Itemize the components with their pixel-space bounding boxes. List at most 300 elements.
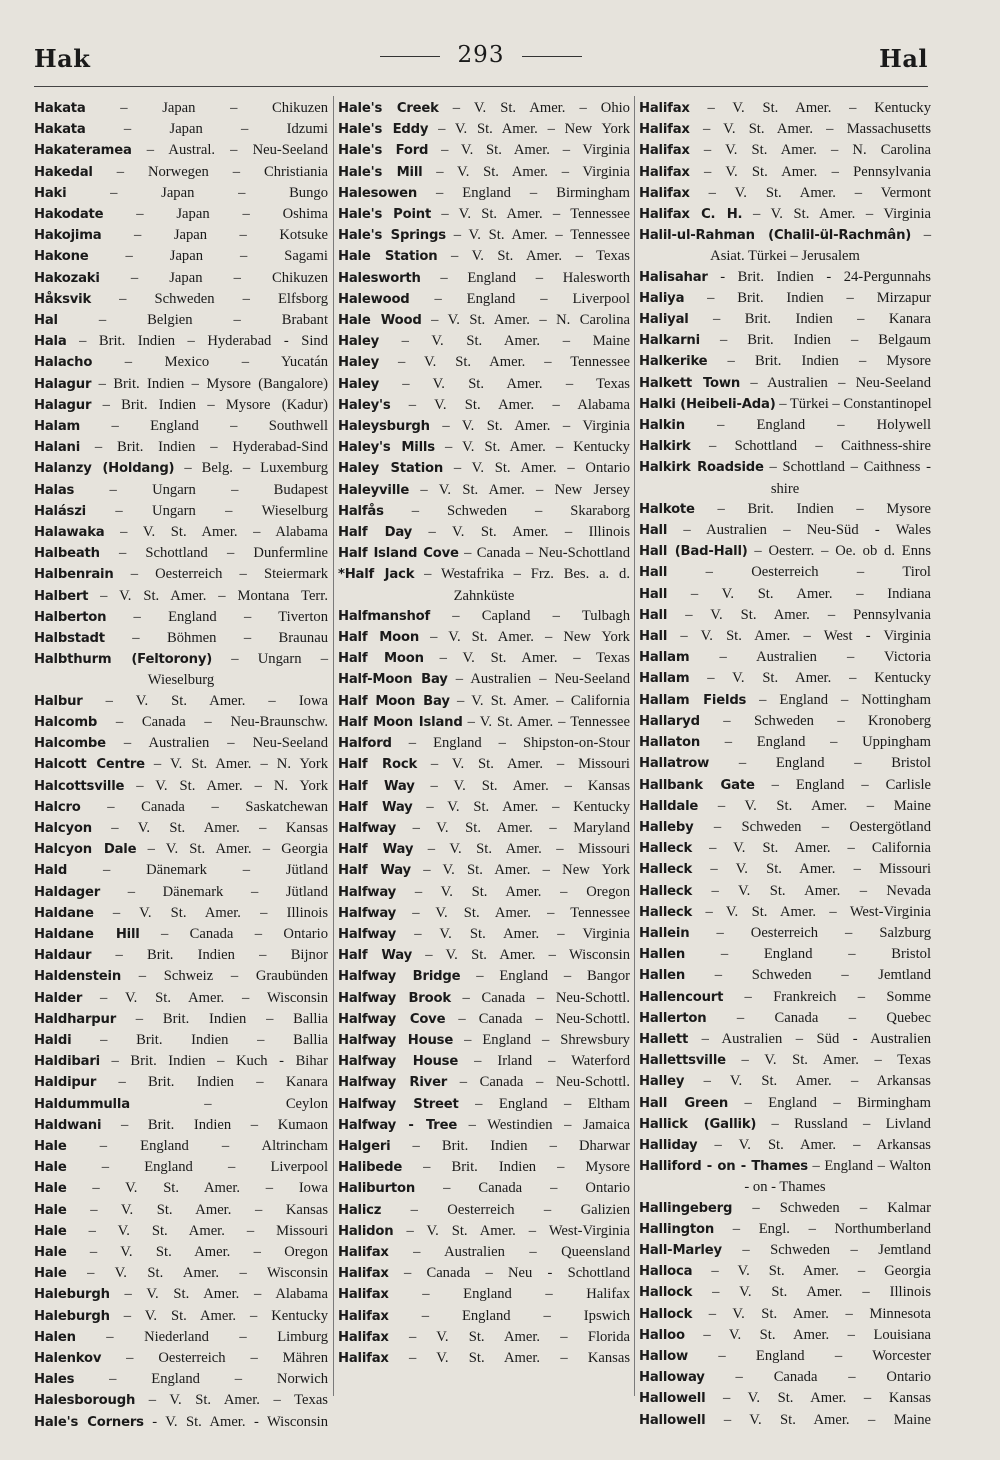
entry-location: – Canada – Ontario xyxy=(415,1180,630,1197)
entry-location: – Brit. Indien – Mysore xyxy=(694,500,931,517)
gazetteer-entry xyxy=(34,988,328,1009)
gazetteer-entry xyxy=(34,374,328,395)
entry-headword: Haki xyxy=(34,185,67,201)
gazetteer-entry xyxy=(34,437,328,458)
entry-location: – V. St. Amer. – Iowa xyxy=(82,692,328,709)
entry-headword: Halifax xyxy=(639,143,690,159)
entry-location: – V. St. Amer. – Arkansas xyxy=(684,1073,931,1090)
entry-headword: Hale's Creek xyxy=(338,101,439,116)
entry-headword: Halbthurm (Feltorony) xyxy=(34,652,213,668)
entry-location: – Ungarn – Wieselburg xyxy=(86,502,328,519)
entry-location: – V. St. Amer. – Kentucky xyxy=(109,1307,328,1324)
entry-location: – V. St. Amer. – N. York xyxy=(124,777,328,794)
entry-headword: Halesowen xyxy=(338,185,418,201)
entry-headword: Halifax xyxy=(338,1329,389,1345)
entry-location: – England – Carlisle xyxy=(754,776,932,793)
gazetteer-entry xyxy=(338,882,630,903)
gazetteer-entry xyxy=(338,606,630,627)
entry-location: – V. St. Amer. – Kansas xyxy=(705,1390,931,1407)
entry-headword: Hallam Fields xyxy=(639,692,747,708)
gazetteer-entry xyxy=(338,754,630,775)
gazetteer-entry xyxy=(34,691,328,712)
gazetteer-entry xyxy=(338,310,630,331)
entry-headword: Half Rock xyxy=(338,757,418,773)
column-2 xyxy=(338,98,630,1398)
gazetteer-entry xyxy=(338,1200,630,1221)
gazetteer-entry xyxy=(34,1306,328,1327)
gazetteer-entry xyxy=(639,711,931,732)
gazetteer-entry xyxy=(639,817,931,838)
entry-location: – Australien – Queensland xyxy=(388,1243,630,1260)
gazetteer-entry xyxy=(34,140,328,161)
entry-headword: Hakedal xyxy=(34,164,93,180)
entry-headword: Halcyon Dale xyxy=(34,842,137,858)
entry-location: – Niederland – Limburg xyxy=(75,1328,328,1345)
gazetteer-entry xyxy=(639,987,931,1008)
entry-headword: Halcottsville xyxy=(34,778,125,794)
gazetteer-entry xyxy=(639,267,931,288)
entry-headword: Hale's Eddy xyxy=(338,122,429,138)
entry-location: – V. St. Amer. – Pennsylvania xyxy=(689,163,931,180)
entry-location: – England – Halifax xyxy=(388,1286,630,1303)
gazetteer-entry xyxy=(338,1306,630,1327)
entry-location: – V. St. Amer. – Alabama xyxy=(109,1286,328,1303)
entry-headword: Hakone xyxy=(34,249,89,265)
entry-headword: Halkin xyxy=(639,418,685,434)
gazetteer-entry xyxy=(338,162,630,183)
entry-headword: Hallatrow xyxy=(639,756,710,772)
gazetteer-entry xyxy=(639,330,931,351)
entry-location: – Brit. Indien – Kumaon xyxy=(101,1116,328,1133)
entry-location: – Canada – Quebec xyxy=(706,1009,931,1026)
gazetteer-entry xyxy=(338,860,630,881)
gazetteer-entry xyxy=(338,225,630,246)
header-rule xyxy=(34,86,928,87)
gazetteer-entry xyxy=(34,1094,328,1115)
gazetteer-entry xyxy=(338,1178,630,1199)
gazetteer-entry xyxy=(639,923,931,944)
entry-location: – England – Southwell xyxy=(80,418,328,435)
entry-location: – Oesterr. – Oe. ob d. Enns xyxy=(747,543,931,560)
gazetteer-entry xyxy=(338,945,630,966)
entry-location: – Japan – Chikuzen xyxy=(85,100,328,116)
entry-location: – England – Halesworth xyxy=(420,269,630,286)
gazetteer-entry xyxy=(639,838,931,859)
page-header xyxy=(34,40,928,80)
entry-location: – V. St. Amer. – New York xyxy=(410,862,630,879)
entry-location: – V. St. Amer. – Georgia xyxy=(692,1263,931,1280)
entry-location: – Australien – Süd - Australien xyxy=(688,1030,931,1047)
entry-headword: Hale's Ford xyxy=(338,143,429,159)
entry-location: – Australien – Victoria xyxy=(689,649,931,666)
entry-location: – Norwegen – Christiania xyxy=(92,163,328,180)
gazetteer-entry xyxy=(34,1412,328,1433)
entry-location: – Japan – Oshima xyxy=(103,206,328,223)
gazetteer-entry xyxy=(639,457,931,498)
gazetteer-entry xyxy=(338,648,630,669)
entry-location: – Belgien – Brabant xyxy=(57,312,328,329)
entry-headword: Halagur xyxy=(34,397,92,413)
gazetteer-entry xyxy=(34,522,328,543)
entry-headword: Hall-Marley xyxy=(639,1242,722,1258)
entry-location: – V. St. Amer. – Virginia xyxy=(428,142,631,159)
entry-headword: Half Way xyxy=(338,948,412,964)
gazetteer-entry xyxy=(34,1263,328,1284)
entry-headword: Halliday xyxy=(639,1137,698,1153)
entry-location: – V. St. Amer. – California xyxy=(692,840,931,857)
entry-headword: Halagur xyxy=(34,376,92,392)
entry-location: – V. St. Amer. – Maine xyxy=(379,333,630,350)
entry-location: – V. St. Amer. – Alabama xyxy=(390,396,630,413)
page-number-line xyxy=(34,42,928,68)
gazetteer-entry xyxy=(639,881,931,902)
entry-headword: Halgeri xyxy=(338,1138,391,1154)
entry-headword: Hallowell xyxy=(639,1391,706,1407)
entry-headword: Hale xyxy=(34,1160,67,1176)
entry-headword: Hal xyxy=(34,313,58,329)
gazetteer-entry xyxy=(34,1030,328,1051)
entry-headword: Halesworth xyxy=(338,270,421,286)
entry-location: – V. St. Amer. – N. Carolina xyxy=(689,142,931,159)
gazetteer-entry xyxy=(338,289,630,310)
entry-headword: Hale xyxy=(34,1244,67,1260)
entry-location: – V. St. Amer. – Virginia xyxy=(742,206,932,223)
entry-headword: Haliburton xyxy=(338,1181,416,1197)
entry-headword: Hale Station xyxy=(338,249,438,265)
entry-headword: Halbur xyxy=(34,693,83,709)
entry-location: – Oesterreich – Mähren xyxy=(101,1349,328,1366)
entry-headword: Halbstadt xyxy=(34,631,105,647)
entry-location: – V. St. Amer. – Tennessee xyxy=(379,354,630,371)
gazetteer-entry xyxy=(338,140,630,161)
gazetteer-entry xyxy=(34,395,328,416)
entry-headword: Halam xyxy=(34,419,81,435)
entry-location: – V. St. Amer. – Kansas xyxy=(66,1201,328,1218)
entry-location: – Japan – Kotsuke xyxy=(101,227,328,244)
entry-location: – V. St. Amer. – Tennessee xyxy=(396,904,630,921)
entry-headword: Halidon xyxy=(338,1223,394,1239)
entry-headword: Haliya xyxy=(639,290,685,306)
entry-headword: Halfway - Tree xyxy=(338,1117,458,1133)
gazetteer-entry xyxy=(34,797,328,818)
gazetteer-entry xyxy=(34,628,328,649)
entry-location: – Brit. Indien – Kuch - Bihar xyxy=(99,1053,328,1070)
entry-location: – V. St. Amer. – Louisiana xyxy=(684,1326,931,1343)
entry-headword: Haldaur xyxy=(34,948,92,964)
gazetteer-entry xyxy=(338,1094,630,1115)
gazetteer-entry xyxy=(338,1327,630,1348)
entry-location: – V. St. Amer. – Ohio xyxy=(438,100,630,116)
entry-location: – V. St. Amer. – Tennessee xyxy=(445,227,630,244)
entry-location: – V. St. Amer. – Oregon xyxy=(66,1243,328,1260)
entry-headword: Hakata xyxy=(34,101,86,116)
entry-location: – V. St. Amer. – West-Virginia xyxy=(692,903,931,920)
entry-location: – England – Bangor xyxy=(460,968,630,985)
gazetteer-entry xyxy=(639,965,931,986)
entry-location: – V. St. Amer. – Maine xyxy=(698,797,931,814)
gazetteer-entry xyxy=(34,416,328,437)
entry-location: – V. St. Amer. – West-Virginia xyxy=(393,1222,630,1239)
gazetteer-entry xyxy=(639,732,931,753)
entry-location: – Russland – Livland xyxy=(756,1115,931,1132)
entry-location: – Schweden – Kalmar xyxy=(732,1199,931,1216)
entry-headword: Halleck xyxy=(639,862,693,878)
entry-location: – V. St. Amer. – N. Carolina xyxy=(421,312,630,329)
gazetteer-entry xyxy=(639,944,931,965)
entry-location: – Böhmen – Braunau xyxy=(104,630,328,647)
gazetteer-entry xyxy=(338,1221,630,1242)
gazetteer-entry xyxy=(34,183,328,204)
entry-location: – Brit. Indien – Mirzapur xyxy=(684,289,931,306)
gazetteer-entry xyxy=(639,351,931,372)
entry-headword: Halliford - on - Thames xyxy=(639,1159,808,1175)
gazetteer-entry xyxy=(639,1367,931,1388)
entry-headword: Haliyal xyxy=(639,312,689,328)
entry-location: – England – Worcester xyxy=(688,1347,931,1364)
entry-headword: Halfway xyxy=(338,926,397,942)
entry-location: – V. St. Amer. – Kansas xyxy=(91,819,328,836)
entry-location: – Schweden – Skaraborg xyxy=(383,502,630,519)
entry-headword: Haldummulla xyxy=(34,1096,130,1112)
gazetteer-entry xyxy=(338,98,630,119)
entry-location: – V. St. Amer. – Arkansas xyxy=(697,1136,931,1153)
column-3 xyxy=(639,98,932,1428)
entry-location: – Brit. Indien – Kanara xyxy=(688,311,931,328)
entry-headword: Haley's Mills xyxy=(338,440,435,456)
gazetteer-entry xyxy=(338,733,630,754)
entry-headword: Halder xyxy=(34,990,83,1006)
gazetteer-entry xyxy=(34,119,328,140)
gazetteer-entry xyxy=(338,458,630,479)
entry-headword: Halacho xyxy=(34,355,93,371)
entry-location: – Oesterreich – Salzburg xyxy=(689,924,931,941)
entry-location: – V. St. Amer. – Maryland xyxy=(396,819,630,836)
entry-location: – V. St. Amer. – Iowa xyxy=(66,1180,328,1197)
entry-location: – V. St. Amer. – California xyxy=(449,692,630,709)
gazetteer-entry xyxy=(639,436,931,457)
entry-headword: Hallaryd xyxy=(639,713,700,729)
gazetteer-entry xyxy=(34,1009,328,1030)
entry-location: – England – Holywell xyxy=(684,417,931,434)
entry-headword: *Half Jack xyxy=(338,567,415,583)
entry-headword: Hall xyxy=(639,629,668,645)
entry-location: – V. St. Amer. – Virginia xyxy=(429,418,630,435)
entry-location: – Schweden – Jemtland xyxy=(685,967,931,984)
gazetteer-entry xyxy=(34,754,328,775)
header-left-keyword: Hak xyxy=(34,44,91,73)
gazetteer-entry xyxy=(338,691,630,712)
gazetteer-entry xyxy=(34,945,328,966)
gazetteer-entry xyxy=(639,1135,931,1156)
entry-location: – Canada – Neu-Schottl. xyxy=(445,1010,630,1027)
entry-headword: Hallock xyxy=(639,1306,693,1322)
entry-headword: Halifax xyxy=(338,1308,389,1324)
entry-location: – Engl. – Northumberland xyxy=(714,1220,931,1237)
gazetteer-entry xyxy=(338,1263,630,1284)
entry-headword: Halcombe xyxy=(34,736,106,752)
gazetteer-entry xyxy=(34,1242,328,1263)
gazetteer-entry xyxy=(34,501,328,522)
entry-headword: Halifax C. H. xyxy=(639,207,743,223)
gazetteer-entry xyxy=(34,1284,328,1305)
entry-location: – Frankreich – Somme xyxy=(723,988,931,1005)
gazetteer-entry xyxy=(338,352,630,373)
entry-headword: Half-Moon Bay xyxy=(338,672,448,688)
entry-location: – Brit. Indien – Mysore xyxy=(402,1159,630,1176)
gazetteer-entry xyxy=(34,776,328,797)
gazetteer-entry xyxy=(338,395,630,416)
entry-location: – Japan – Chikuzen xyxy=(99,269,328,286)
entry-headword: Halicz xyxy=(338,1202,382,1218)
gazetteer-entry xyxy=(639,415,931,436)
entry-headword: Halkarni xyxy=(639,333,700,349)
gazetteer-entry xyxy=(639,562,931,583)
entry-headword: Halcott Centre xyxy=(34,757,145,773)
gazetteer-entry xyxy=(639,753,931,774)
entry-headword: Halki (Heibeli-Ada) xyxy=(639,396,776,412)
entry-headword: Half Moon xyxy=(338,651,424,667)
entry-location: - Brit. Indien - 24-Pergunnahs xyxy=(707,268,931,285)
entry-headword: Hall xyxy=(639,607,668,623)
gazetteer-entry xyxy=(34,1051,328,1072)
gazetteer-entry xyxy=(34,564,328,585)
gazetteer-entry xyxy=(338,1348,630,1369)
entry-location: – Brit. Indien – Hyderabad - Sind xyxy=(66,333,328,350)
entry-location: – England – Bristol xyxy=(685,946,931,963)
entry-location: – Japan – Sagami xyxy=(88,248,328,265)
entry-location: – V. St. Amer. – Nevada xyxy=(692,882,931,899)
entry-headword: Hallick (Gallik) xyxy=(639,1116,757,1132)
entry-location: – Australien – Neu-Seeland xyxy=(447,671,630,688)
column-divider xyxy=(634,96,635,1396)
gazetteer-entry xyxy=(639,1410,931,1431)
entry-headword: Hall Green xyxy=(639,1095,729,1111)
entry-location: – Oesterreich – Galizien xyxy=(381,1201,630,1218)
gazetteer-entry xyxy=(639,1093,931,1114)
entry-headword: Halloo xyxy=(639,1327,685,1343)
gazetteer-entry xyxy=(338,669,630,690)
entry-headword: Hallam xyxy=(639,650,690,666)
gazetteer-entry xyxy=(338,268,630,289)
entry-headword: Hakateramea xyxy=(34,143,132,159)
entry-location: – Canada – Neu-Braunschw. xyxy=(97,713,328,730)
entry-headword: Haley's xyxy=(338,397,391,413)
entry-headword: Halifax xyxy=(639,185,690,201)
entry-headword: Haleyville xyxy=(338,482,410,498)
entry-headword: Halfway Bridge xyxy=(338,969,461,985)
entry-location: – V. St. Amer. – Texas xyxy=(135,1392,328,1409)
entry-headword: Halbenrain xyxy=(34,567,114,583)
entry-headword: Hallen xyxy=(639,947,686,963)
header-right-keyword: Hal xyxy=(879,44,928,73)
gazetteer-entry xyxy=(34,1178,328,1199)
entry-headword: Halleck xyxy=(639,904,693,920)
entry-location: – V. St. Amer. – New York xyxy=(428,121,630,138)
entry-location: – Asiat. Türkei – Jerusalem xyxy=(710,227,931,265)
entry-location: – V. St. Amer. – Florida xyxy=(388,1328,630,1345)
gazetteer-entry xyxy=(338,374,630,395)
gazetteer-entry xyxy=(338,522,630,543)
entry-location: – Brit. Indien – Dharwar xyxy=(390,1137,630,1154)
gazetteer-entry xyxy=(639,288,931,309)
entry-headword: Halfway xyxy=(338,820,397,836)
entry-headword: Halifax xyxy=(338,1287,389,1303)
gazetteer-entry xyxy=(639,626,931,647)
entry-headword: Halbeath xyxy=(34,546,100,562)
entry-headword: Halfmanshof xyxy=(338,608,431,624)
entry-headword: Half Moon xyxy=(338,630,420,646)
gazetteer-entry xyxy=(34,586,328,607)
entry-location: – England – Ipswich xyxy=(388,1307,630,1324)
entry-headword: Halil-ul-Rahman (Chalil-ül-Rachmân) xyxy=(639,228,912,244)
entry-location: – Canada – Ontario xyxy=(704,1369,931,1386)
gazetteer-entry xyxy=(639,394,931,415)
entry-headword: Halen xyxy=(34,1329,76,1345)
entry-headword: Hale xyxy=(34,1138,67,1154)
entry-headword: Halfway River xyxy=(338,1075,448,1091)
gazetteer-entry xyxy=(639,225,931,266)
entry-headword: Half Moon Bay xyxy=(338,693,450,709)
entry-location: – Schottland – Caithness - shire xyxy=(763,459,931,497)
gazetteer-entry xyxy=(338,543,630,564)
entry-headword: Halcro xyxy=(34,799,81,815)
gazetteer-entry xyxy=(639,1304,931,1325)
gazetteer-entry xyxy=(338,416,630,437)
gazetteer-entry xyxy=(639,309,931,330)
entry-headword: Hallbank Gate xyxy=(639,777,755,793)
entry-headword: Hall xyxy=(639,586,668,602)
gazetteer-entry xyxy=(338,1009,630,1030)
gazetteer-entry xyxy=(639,1261,931,1282)
entry-location: – Schottland – Dunfermline xyxy=(99,545,328,562)
entry-location: – Türkei – Constantinopel xyxy=(775,395,932,412)
entry-headword: Halifax xyxy=(639,122,690,138)
entry-location: – V. St. Amer. – Virginia xyxy=(422,163,630,180)
gazetteer-entry xyxy=(34,733,328,754)
entry-headword: Hallowell xyxy=(639,1412,706,1428)
entry-headword: Halkett Town xyxy=(639,375,741,391)
entry-headword: Halfway House xyxy=(338,1032,454,1048)
entry-headword: Haley xyxy=(338,355,379,371)
gazetteer-entry xyxy=(639,775,931,796)
entry-headword: Hale xyxy=(34,1202,67,1218)
entry-location: – V. St. Amer. – Texas xyxy=(725,1052,931,1069)
column-divider xyxy=(333,96,334,1396)
entry-headword: Hallen xyxy=(639,968,686,984)
entry-location: – Japan – Bungo xyxy=(66,184,328,201)
gazetteer-entry xyxy=(338,966,630,987)
entry-location: – Mexico – Yucatán xyxy=(92,354,328,371)
entry-headword: Hall xyxy=(639,523,668,539)
entry-headword: Halesborough xyxy=(34,1393,136,1409)
gazetteer-entry xyxy=(639,1008,931,1029)
entry-location: – V. St. Amer. – Virginia xyxy=(396,925,630,942)
entry-headword: Halbert xyxy=(34,588,89,604)
gazetteer-entry xyxy=(639,204,931,225)
entry-headword: Halfway House xyxy=(338,1054,459,1070)
gazetteer-entry xyxy=(639,690,931,711)
entry-location: – V. St. Amer. – Wisconsin xyxy=(66,1265,328,1282)
gazetteer-entry xyxy=(338,119,630,140)
entry-location: – Canada – Saskatchewan xyxy=(80,798,328,815)
gazetteer-entry xyxy=(639,1071,931,1092)
entry-headword: Half Way xyxy=(338,863,411,879)
entry-headword: Halfway Brook xyxy=(338,990,451,1006)
entry-headword: Halfway xyxy=(338,905,397,921)
page-number: 293 xyxy=(457,42,505,68)
gazetteer-entry xyxy=(639,1282,931,1303)
entry-location: – Brit. Indien – Mysore (Kadur) xyxy=(91,396,328,413)
